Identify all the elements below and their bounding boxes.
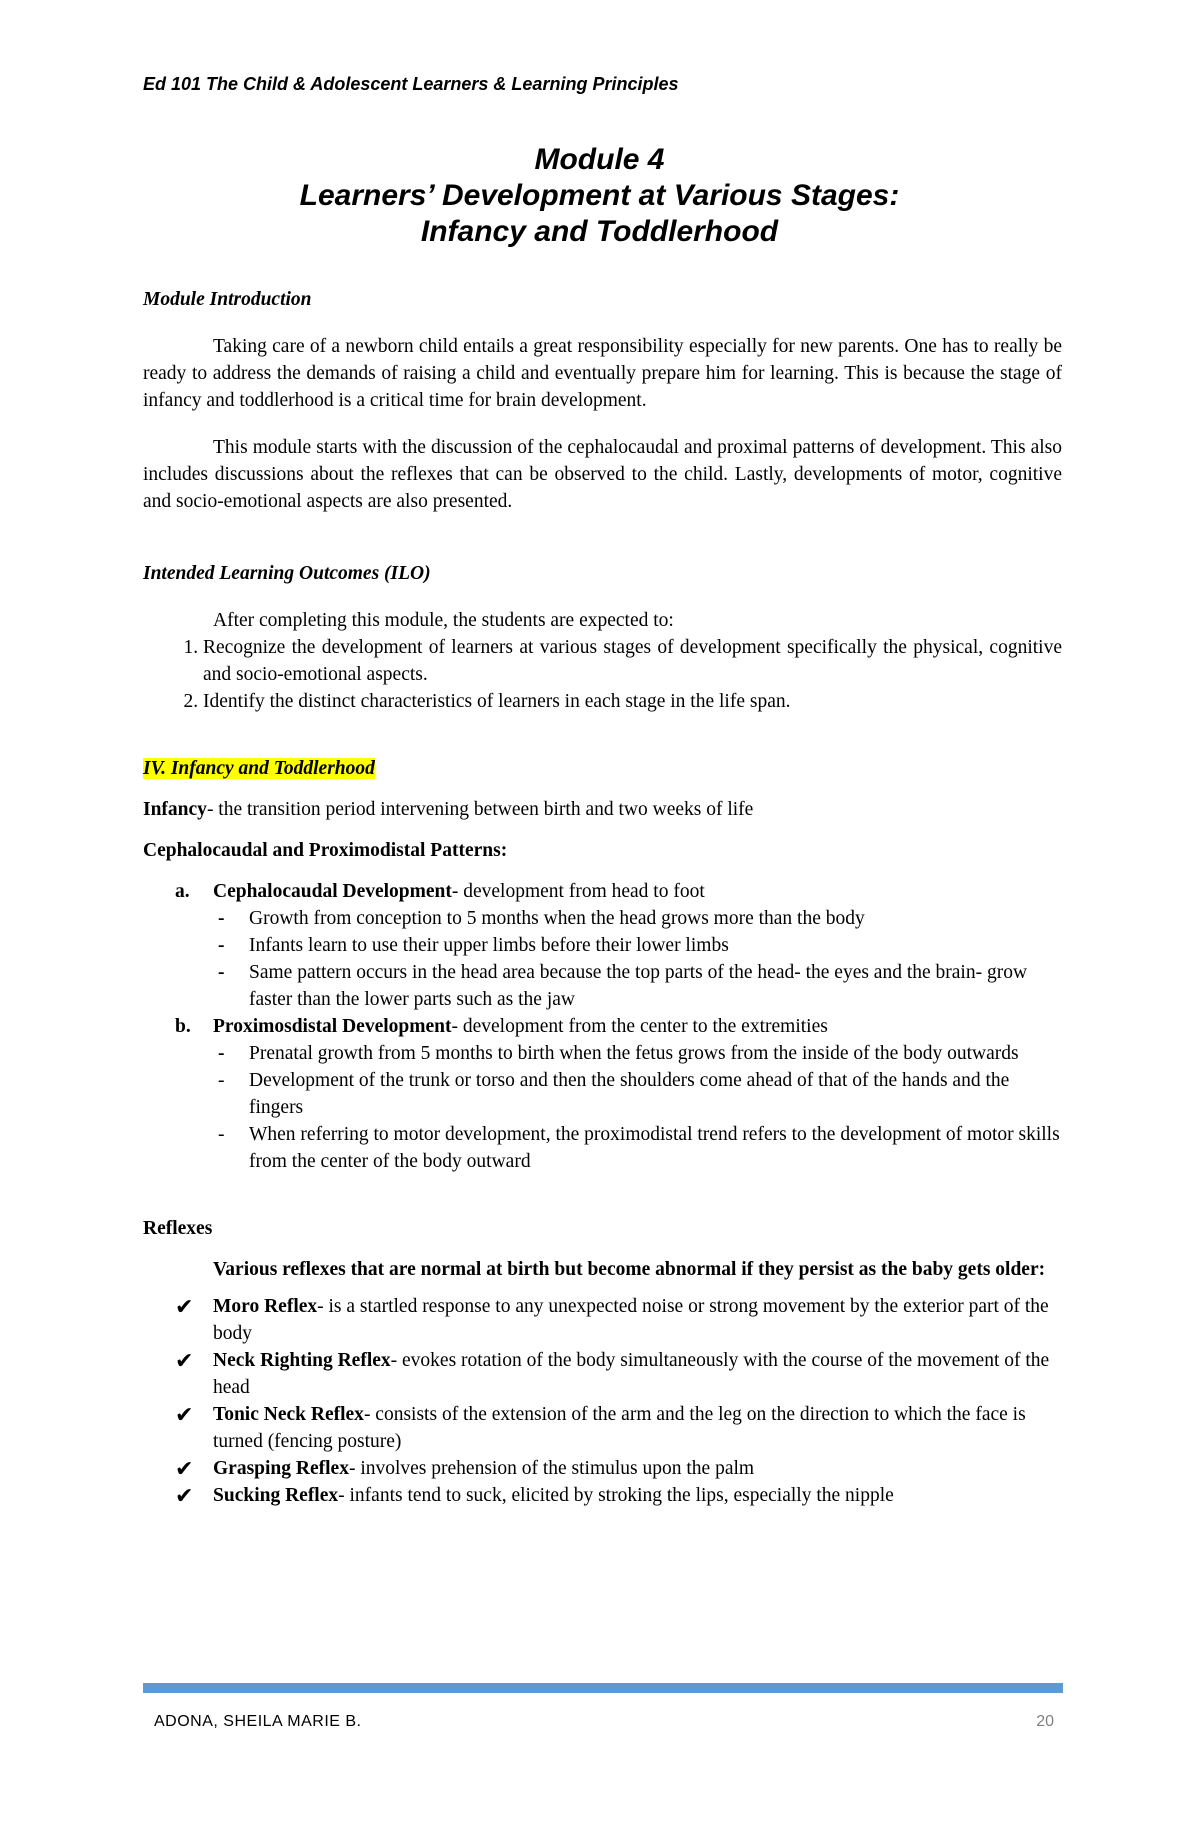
bullet-text: Same pattern occurs in the head area because the top parts of the head- the eyes and the brain- grow faster than the lower parts such as the jaw <box>249 962 1028 1010</box>
reflex-def: - is a startled response to any unexpected noise or strong movement by the exterior part of the body <box>213 1296 1049 1344</box>
page-number: 20 <box>1036 1713 1054 1730</box>
pattern-marker: b. <box>175 1016 191 1037</box>
reflex-term: Neck Righting Reflex <box>213 1350 391 1371</box>
checkmark-icon: ✔ <box>175 1456 194 1481</box>
infancy-definition <box>143 796 1062 823</box>
patterns-heading-text: Cephalocaudal and Proximodistal Patterns: <box>143 840 508 861</box>
document-body <box>143 286 1062 1509</box>
pattern-def: - development from the center to the extremities <box>451 1016 828 1037</box>
footer-rule <box>143 1683 1063 1693</box>
bullet-text: Development of the trunk or torso and then the shoulders come ahead of that of the hands and the fingers <box>249 1070 1010 1118</box>
ilo-lead: After completing this module, the students are expected to: <box>213 610 674 631</box>
bullet-text: Infants learn to use their upper limbs before their lower limbs <box>249 935 729 956</box>
pattern-item-a <box>175 878 1062 1013</box>
reflex-def: - infants tend to suck, elicited by stroking the lips, especially the nipple <box>338 1485 894 1506</box>
pattern-item-b <box>175 1013 1062 1175</box>
module-title <box>143 142 1056 250</box>
checkmark-icon: ✔ <box>175 1348 194 1373</box>
reflexes-lead-text: Various reflexes that are normal at birth but become abnormal if they persist as the baby gets older: <box>213 1259 1046 1280</box>
infancy-term: Infancy <box>143 799 207 820</box>
intro-paragraph-2: This module starts with the discussion of the cephalocaudal and proximal patterns of development. This also includes discussions about the reflexes that can be observed to the child. Lastly, developments of motor, cognitive and socio-emotional aspects are also presented. <box>143 437 1062 512</box>
pattern-bullet: - Growth from conception to 5 months when the head grows more than the body <box>218 908 865 929</box>
footer-author: ADONA, SHEILA MARIE B. <box>154 1713 362 1730</box>
reflex-term: Tonic Neck Reflex <box>213 1404 364 1425</box>
checkmark-icon: ✔ <box>175 1402 194 1427</box>
reflex-def: - consists of the extension of the arm and the leg on the direction to which the face is turned (fencing posture) <box>213 1404 1026 1452</box>
reflex-term: Moro Reflex <box>213 1296 318 1317</box>
pattern-term: Proximosdistal Development <box>213 1016 452 1037</box>
reflexes-lead <box>143 1256 1062 1283</box>
reflex-item <box>175 1455 1062 1482</box>
pattern-bullet: - Prenatal growth from 5 months to birth when the fetus grows from the inside of the body outwards <box>218 1043 1019 1064</box>
reflex-item <box>175 1401 1062 1455</box>
intro-heading: Module Introduction <box>143 289 312 310</box>
reflexes-heading <box>143 1215 1062 1242</box>
checkmark-icon: ✔ <box>175 1294 194 1319</box>
highlighted-heading: IV. Infancy and Toddlerhood <box>143 758 375 779</box>
ilo-list <box>143 634 1062 715</box>
reflex-def: - involves prehension of the stimulus upon the palm <box>348 1458 755 1479</box>
reflex-term: Sucking Reflex <box>213 1485 339 1506</box>
reflexes-heading-text: Reflexes <box>143 1218 213 1239</box>
ilo-item: 1. Recognize the development of learners at various stages of development specifically the physical, cognitive and socio-emotional aspects. <box>203 634 1062 688</box>
infancy-def: - the transition period intervening between birth and two weeks of life <box>206 799 754 820</box>
patterns-list <box>143 878 1062 1175</box>
course-header: Ed 101 The Child & Adolescent Learners & Learning Principles <box>143 74 679 94</box>
pattern-bullet: - When referring to motor development, the proximodistal trend refers to the development of motor skills from the center of the body outward <box>218 1124 1060 1172</box>
reflexes-list <box>143 1293 1062 1509</box>
pattern-bullet: - Development of the trunk or torso and then the shoulders come ahead of that of the hands and the fingers <box>218 1070 1010 1118</box>
reflex-item <box>175 1482 1062 1509</box>
patterns-heading <box>143 837 1062 864</box>
pattern-def: - development from head to foot <box>451 881 705 902</box>
title-line-2: Learners’ Development at Various Stages: <box>299 179 900 212</box>
title-line-3: Infancy and Toddlerhood <box>420 215 779 248</box>
pattern-term: Cephalocaudal Development <box>213 881 452 902</box>
pattern-bullet: - Infants learn to use their upper limbs before their lower limbs <box>218 935 729 956</box>
pattern-bullets <box>213 905 1062 1013</box>
bullet-text: When referring to motor development, the proximodistal trend refers to the development of motor skills from the center of the body outward <box>249 1124 1060 1172</box>
reflex-def: - evokes rotation of the body simultaneously with the course of the movement of the head <box>213 1350 1050 1398</box>
intro-paragraph-1: Taking care of a newborn child entails a great responsibility especially for new parents. One has to really be ready to address the demands of raising a child and eventually prepare him for learning. This is because the stage of infancy and toddlerhood is a critical time for brain development. <box>143 336 1062 411</box>
checkmark-icon: ✔ <box>175 1483 194 1508</box>
section-heading <box>143 755 1062 782</box>
pattern-bullets <box>213 1040 1062 1175</box>
ilo-item: 2. Identify the distinct characteristics of learners in each stage in the life span. <box>203 688 1062 715</box>
reflex-item <box>175 1347 1062 1401</box>
bullet-text: Growth from conception to 5 months when the head grows more than the body <box>249 908 865 929</box>
ilo-heading: Intended Learning Outcomes (ILO) <box>143 563 431 584</box>
bullet-text: Prenatal growth from 5 months to birth when the fetus grows from the inside of the body outwards <box>249 1043 1019 1064</box>
pattern-bullet: - Same pattern occurs in the head area because the top parts of the head- the eyes and the brain- grow faster than the lower parts such as the jaw <box>218 962 1028 1010</box>
pattern-marker: a. <box>175 881 190 902</box>
title-line-1: Module 4 <box>534 143 665 176</box>
reflex-term: Grasping Reflex <box>213 1458 349 1479</box>
reflex-item <box>175 1293 1062 1347</box>
